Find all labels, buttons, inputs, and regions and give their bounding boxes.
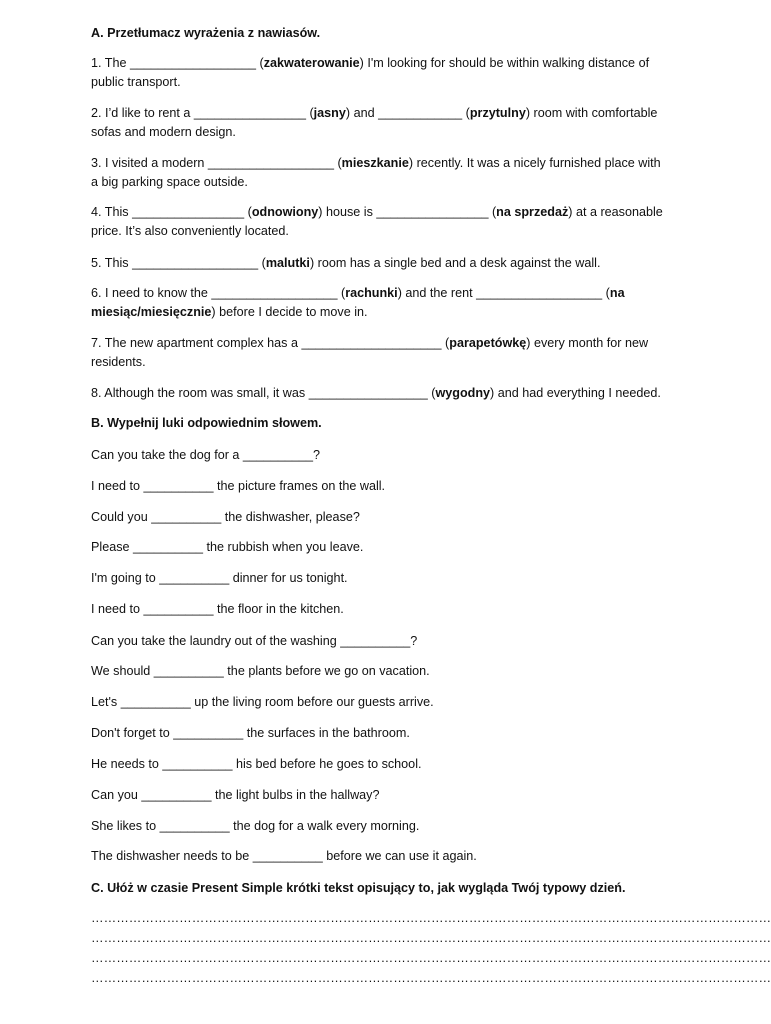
fill-sentence-1: Can you take the dog for a __________? bbox=[91, 448, 320, 462]
fill-sentence-3: Could you __________ the dishwasher, please? bbox=[91, 510, 360, 524]
item-2-line-1: 2. I’d like to rent a ________________ (jasny) and ____________ (przytulny) room with comfortable bbox=[91, 106, 658, 120]
item-7-line-1: 7. The new apartment complex has a ____________________ (parapetówkę) every month for new bbox=[91, 336, 649, 350]
fill-sentence-7: Can you take the laundry out of the washing __________? bbox=[91, 634, 418, 648]
item-3-line-2: a big parking space outside. bbox=[91, 175, 248, 189]
section-a-title: A. Przetłumacz wyrażenia z nawiasów. bbox=[91, 26, 321, 40]
fill-sentence-11: He needs to __________ his bed before he goes to school. bbox=[91, 757, 422, 771]
item-2-line-2: sofas and modern design. bbox=[91, 125, 236, 139]
item-6-line-2: miesiąc/miesięcznie) before I decide to move in. bbox=[91, 305, 368, 319]
writing-line-2: ……………………………………………………………………………………………………………………………………………… bbox=[91, 931, 771, 945]
fill-sentence-6: I need to __________ the floor in the kitchen. bbox=[91, 602, 344, 616]
item-3-line-1: 3. I visited a modern __________________ (mieszkanie) recently. It was a nicely furnished place with bbox=[91, 156, 661, 170]
item-1-line-1: 1. The __________________ (zakwaterowanie) I'm looking for should be within walking distance of bbox=[91, 56, 650, 70]
item-5-line-1: 5. This __________________ (malutki) room has a single bed and a desk against the wall. bbox=[91, 256, 601, 270]
item-4-line-1: 4. This ________________ (odnowiony) house is ________________ (na sprzedaż) at a reasonable bbox=[91, 205, 663, 219]
fill-sentence-14: The dishwasher needs to be __________ before we can use it again. bbox=[91, 849, 477, 863]
item-8-line-1: 8. Although the room was small, it was _________________ (wygodny) and had everything I needed. bbox=[91, 386, 661, 400]
fill-sentence-5: I'm going to __________ dinner for us tonight. bbox=[91, 571, 348, 585]
fill-sentence-10: Don't forget to __________ the surfaces in the bathroom. bbox=[91, 726, 410, 740]
writing-line-3: ……………………………………………………………………………………………………………………………………………… bbox=[91, 951, 771, 965]
fill-sentence-8: We should __________ the plants before we go on vacation. bbox=[91, 664, 430, 678]
fill-sentence-13: She likes to __________ the dog for a walk every morning. bbox=[91, 819, 420, 833]
writing-line-1: ……………………………………………………………………………………………………………………………………………… bbox=[91, 911, 771, 925]
item-1-line-2: public transport. bbox=[91, 75, 181, 89]
section-c-title: C. Ułóż w czasie Present Simple krótki tekst opisujący to, jak wygląda Twój typowy dzień. bbox=[91, 881, 626, 895]
fill-sentence-2: I need to __________ the picture frames on the wall. bbox=[91, 479, 386, 493]
fill-sentence-12: Can you __________ the light bulbs in the hallway? bbox=[91, 788, 380, 802]
writing-line-4: ……………………………………………………………………………………………………………………………………………… bbox=[91, 971, 771, 985]
item-7-line-2: residents. bbox=[91, 355, 146, 369]
item-4-line-2: price. It’s also conveniently located. bbox=[91, 224, 289, 238]
fill-sentence-4: Please __________ the rubbish when you leave. bbox=[91, 540, 364, 554]
item-6-line-1: 6. I need to know the __________________ (rachunki) and the rent __________________ (na bbox=[91, 286, 625, 300]
fill-sentence-9: Let's __________ up the living room before our guests arrive. bbox=[91, 695, 434, 709]
section-b-title: B. Wypełnij luki odpowiednim słowem. bbox=[91, 416, 322, 430]
